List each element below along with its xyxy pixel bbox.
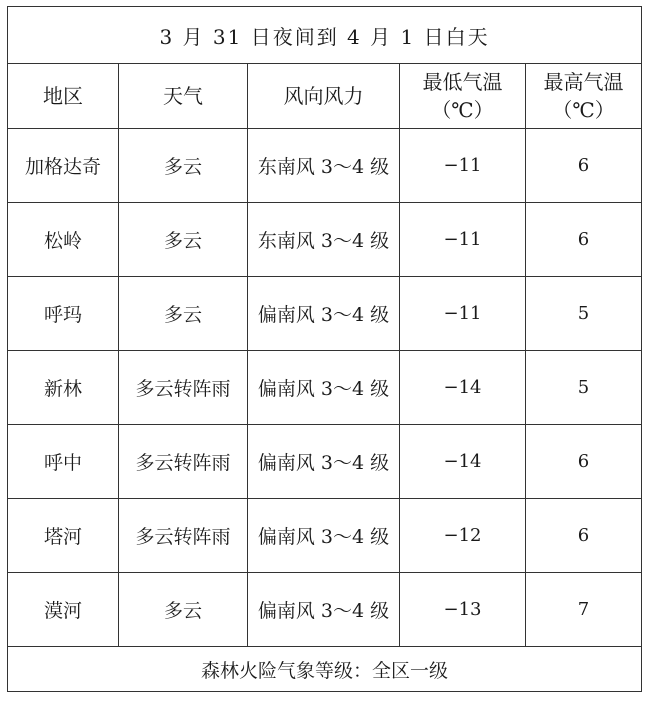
- cell-wind: 偏南风 3～4 级: [248, 425, 400, 499]
- cell-weather: 多云转阵雨: [119, 425, 248, 499]
- cell-weather: 多云转阵雨: [119, 351, 248, 425]
- table-row: [8, 573, 642, 647]
- cell-region: 加格达奇: [8, 129, 119, 203]
- cell-region: 呼玛: [8, 277, 119, 351]
- header-row: [8, 64, 642, 129]
- table-row: [8, 425, 642, 499]
- cell-min-temp: −11: [400, 129, 526, 203]
- table-row: [8, 277, 642, 351]
- header-min-temp-unit: （℃）: [431, 98, 494, 122]
- table-row: [8, 203, 642, 277]
- cell-region: 呼中: [8, 425, 119, 499]
- cell-region: 漠河: [8, 573, 119, 647]
- cell-wind: 偏南风 3～4 级: [248, 499, 400, 573]
- header-min-temp-label: 最低气温: [422, 70, 503, 94]
- cell-region: 松岭: [8, 203, 119, 277]
- cell-min-temp: −13: [400, 573, 526, 647]
- cell-max-temp: 6: [526, 129, 642, 203]
- cell-min-temp: −11: [400, 277, 526, 351]
- table-row: [8, 129, 642, 203]
- header-region: 地区: [8, 64, 119, 129]
- cell-max-temp: 6: [526, 203, 642, 277]
- cell-max-temp: 5: [526, 277, 642, 351]
- weather-forecast-table: [7, 6, 642, 692]
- table-row: [8, 351, 642, 425]
- cell-weather: 多云转阵雨: [119, 499, 248, 573]
- cell-max-temp: 7: [526, 573, 642, 647]
- cell-min-temp: −12: [400, 499, 526, 573]
- weather-forecast-sheet: [7, 6, 641, 699]
- header-max-temp: [526, 64, 642, 129]
- cell-min-temp: −11: [400, 203, 526, 277]
- cell-weather: 多云: [119, 203, 248, 277]
- cell-weather: 多云: [119, 129, 248, 203]
- cell-wind: 偏南风 3～4 级: [248, 277, 400, 351]
- table-body: [8, 7, 642, 692]
- cell-max-temp: 6: [526, 425, 642, 499]
- header-wind: 风向风力: [248, 64, 400, 129]
- cell-min-temp: −14: [400, 351, 526, 425]
- cell-weather: 多云: [119, 573, 248, 647]
- cell-wind: 偏南风 3～4 级: [248, 351, 400, 425]
- header-weather: 天气: [119, 64, 248, 129]
- cell-max-temp: 5: [526, 351, 642, 425]
- cell-min-temp: −14: [400, 425, 526, 499]
- cell-wind: 东南风 3～4 级: [248, 129, 400, 203]
- cell-weather: 多云: [119, 277, 248, 351]
- table-title: 3 月 31 日夜间到 4 月 1 日白天: [8, 7, 642, 64]
- footer-row: [8, 647, 642, 692]
- cell-region: 塔河: [8, 499, 119, 573]
- table-row: [8, 499, 642, 573]
- cell-region: 新林: [8, 351, 119, 425]
- cell-max-temp: 6: [526, 499, 642, 573]
- title-row: [8, 7, 642, 64]
- header-max-temp-unit: （℃）: [552, 98, 615, 122]
- cell-wind: 偏南风 3～4 级: [248, 573, 400, 647]
- header-min-temp: [400, 64, 526, 129]
- cell-wind: 东南风 3～4 级: [248, 203, 400, 277]
- fire-danger-level-note: 森林火险气象等级：全区一级: [8, 647, 642, 692]
- header-max-temp-label: 最高气温: [543, 70, 624, 94]
